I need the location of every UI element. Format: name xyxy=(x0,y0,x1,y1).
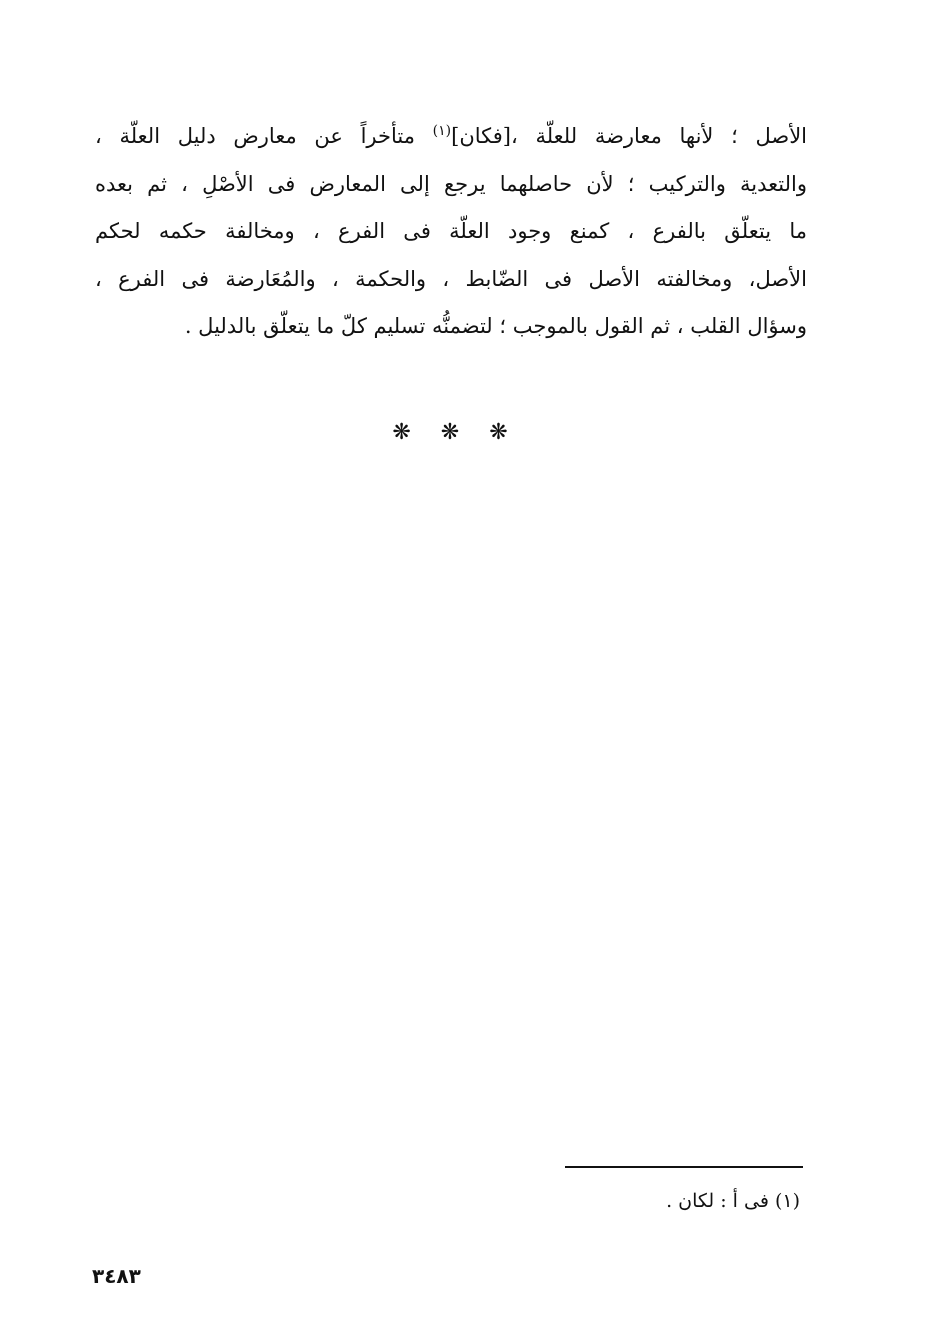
body-line-3: ما يتعلّق بالفرع ، كمنع وجود العلّة فى الفرع ، ومخالفة حكمه لحكم xyxy=(95,219,807,243)
body-line-1 xyxy=(95,113,807,161)
body-line-2: والتعدية والتركيب ؛ لأن حاصلهما يرجع إلى المعارض فى الأصْلِ ، ثم بعده xyxy=(95,171,807,196)
page-number: ٣٤٨٣ xyxy=(92,1264,141,1288)
footnote-divider xyxy=(565,1166,803,1168)
body-line-5: وسؤال القلب ، ثم القول بالموجب ؛ لتضمنُّه تسليم كلّ ما يتعلّق بالدليل . xyxy=(184,314,807,338)
body-line-4: الأصل، ومخالفته الأصل فى الضّابط ، والحكمة ، والمُعَارضة فى الفرع ، xyxy=(95,266,807,291)
footnote: (١) فى أ : لكان . xyxy=(666,1190,800,1212)
body-line-1-end: متأخراً عن معارض دليل العلّة ، xyxy=(95,124,433,148)
section-separator-ornament: ❋❋❋ xyxy=(392,420,538,445)
body-paragraph xyxy=(95,113,807,351)
footnote-reference: (١) xyxy=(432,123,452,139)
body-line-1-start: الأصل ؛ لأنها معارضة للعلّة ،[فكان] xyxy=(451,124,808,148)
